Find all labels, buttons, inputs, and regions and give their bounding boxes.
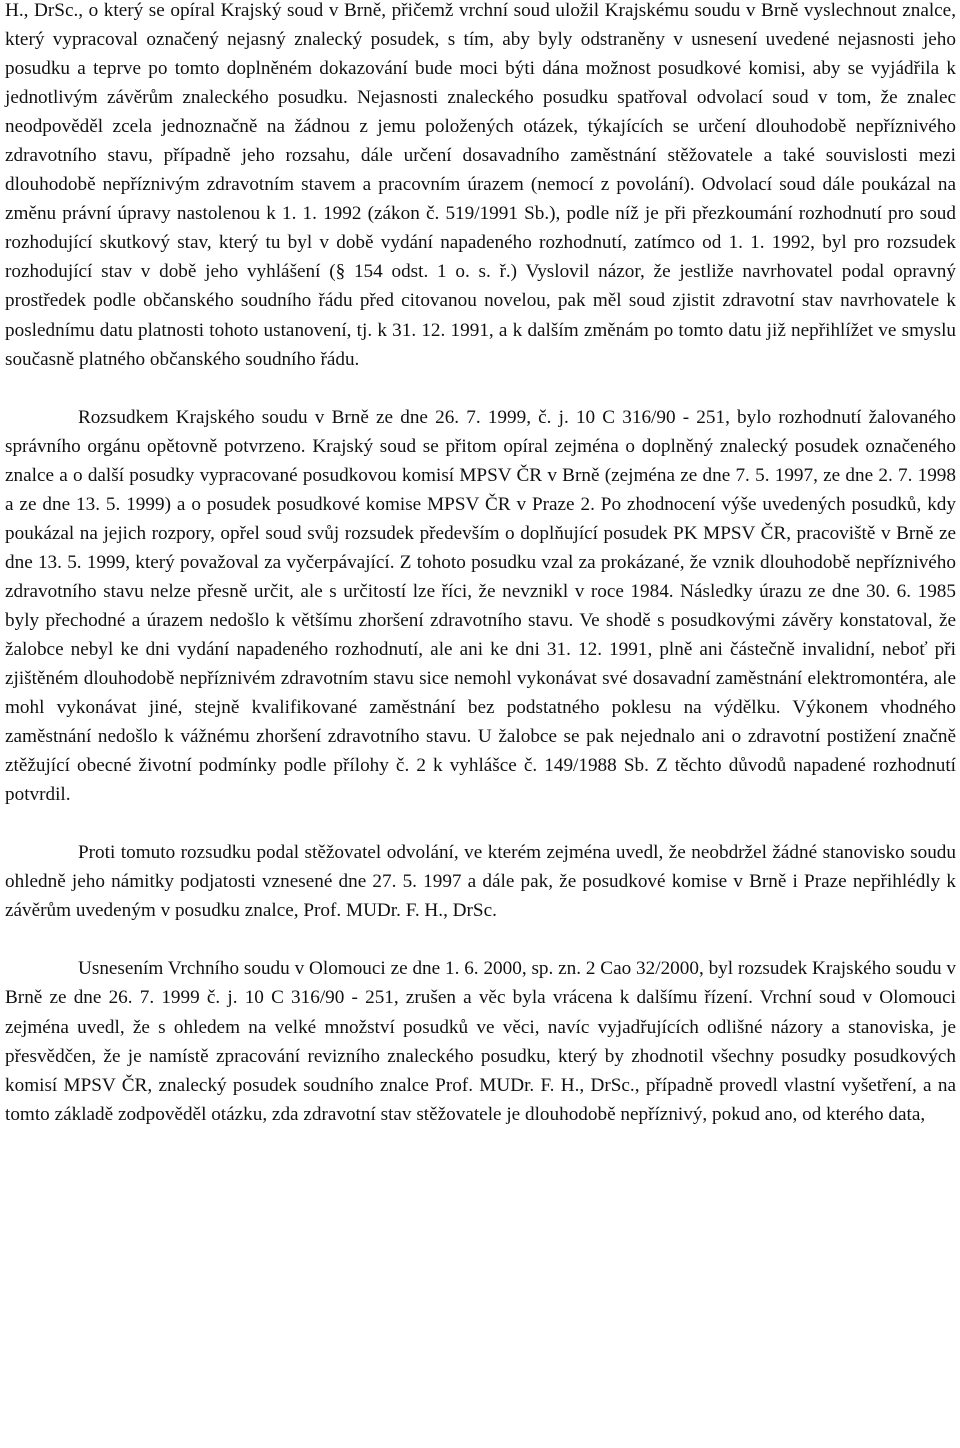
paragraph-regional-court-judgment: Rozsudkem Krajského soudu v Brně ze dne 26. 7. 1999, č. j. 10 C 316/90 - 251, bylo rozhodnutí žalovaného správního orgánu opětovně potvrzeno. Krajský soud se přitom opíral zejména o doplněný znalecký posudek označeného znalce a o další posudky vypracované posudkovou komisí MPSV ČR v Brně (zejména ze dne 7. 5. 1997, ze dne 2. 7. 1998 a ze dne 13. 5. 1999) a o posudek posudkové komise MPSV ČR v Praze 2. Po zhodnocení výše uvedených posudků, kdy poukázal na jejich rozpory, opřel soud svůj rozsudek především o doplňující posudek PK MPSV ČR, pracoviště v Brně ze dne 13. 5. 1999, který považoval za vyčerpávající. Z tohoto posudku vzal za prokázané, že vznik dlouhodobě nepříznivého zdravotního stavu nelze přesně určit, ale s určitostí lze říci, že nevznikl v roce 1984. Následky úrazu ze dne 30. 6. 1985 byly přechodné a úrazem nedošlo k většímu zhoršení zdravotního stavu. Ve shodě s posudkovými závěry konstatoval, že žalobce nebyl ke dni vydání napadeného rozhodnutí, ale ani ke dni 31. 12. 1991, plně ani částečně invalidní, neboť při zjištěném dlouhodobě nepříznivém zdravotním stavu sice nemohl vykonávat své dosavadní zaměstnání elektromontéra, ale mohl vykonávat jiné, stejně kvalifikované zaměstnání bez podstatného poklesu na výdělku. Výkonem vhodného zaměstnání nedošlo k vážnému zhoršení zdravotního stavu. U žalobce se pak nejednalo ani o zdravotní postižení značně ztěžující obecné životní podmínky podle přílohy č. 2 k vyhlášce č. 149/1988 Sb. Z těchto důvodů napadené rozhodnutí potvrdil. [5,406,956,806]
paragraph-continuation: H., DrSc., o který se opíral Krajský soud v Brně, přičemž vrchní soud uložil Krajskému soudu v Brně vyslechnout znalce, který vypracoval označený nejasný znalecký posudek, s tím, aby byly odstraněny v usnesení uvedené nejasnosti jeho posudku a teprve po tomto doplněném dokazování bude moci býti dána možnost posudkové komisi, aby se vyjádřila k jednotlivým závěrům znaleckého posudku. Nejasnosti znaleckého posudku spatřoval odvolací soud v tom, že znalec neodpověděl zcela jednoznačně na žádnou z jemu položených otázek, týkajících se určení dlouhodobě nepříznivého zdravotního stavu, případně jeho rozsahu, dále určení dosavadního zaměstnání stěžovatele a také souvislosti mezi dlouhodobě nepříznivým zdravotním stavem a pracovním úrazem (nemocí z povolání). Odvolací soud dále poukázal na změnu právní úpravy nastolenou k 1. 1. 1992 (zákon č. 519/1991 Sb.), podle níž je při přezkoumání rozhodnutí pro soud rozhodující skutkový stav, který tu byl v době vydání napadeného rozhodnutí, zatímco od 1. 1. 1992, byl pro rozsudek rozhodující stav v době jeho vyhlášení (§ 154 odst. 1 o. s. ř.) Vyslovil názor, že jestliže navrhovatel podal opravný prostředek podle občanského soudního řádu před citovanou novelou, pak měl soud zjistit zdravotní stav navrhovatele k poslednímu datu platnosti tohoto ustanovení, tj. k 31. 12. 1991, a k dalším změnám po tomto datu již nepřihlížet ve smyslu současně platného občanského soudního řádu. [5,0,956,370]
paragraph-high-court-resolution: Usnesením Vrchního soudu v Olomouci ze dne 1. 6. 2000, sp. zn. 2 Cao 32/2000, byl rozsudek Krajského soudu v Brně ze dne 26. 7. 1999 č. j. 10 C 316/90 - 251, zrušen a věc byla vrácena k dalšímu řízení. Vrchní soud v Olomouci zejména uvedl, že s ohledem na velké množství posudků ve věci, navíc vyjadřujících odlišné názory a stanoviska, je přesvědčen, že je namístě zpracování revizního znaleckého posudku, který by zhodnotil všechny posudky posudkových komisí MPSV ČR, znalecký posudek soudního znalce Prof. MUDr. F. H., DrSc., případně provedl vlastní vyšetření, a na tomto základě zodpověděl otázku, zda zdravotní stav stěžovatele je dlouhodobě nepříznivý, pokud ano, od kterého data, [5,958,956,1125]
paragraph-gap [5,809,956,838]
paragraph-gap [5,925,956,954]
paragraph-gap [5,374,956,403]
paragraph-appeal: Proti tomuto rozsudku podal stěžovatel odvolání, ve kterém zejména uvedl, že neobdržel žádné stanovisko soudu ohledně jeho námitky podjatosti vznesené dne 27. 5. 1997 a dále pak, že posudkové komise v Brně i Praze nepřihlédly k závěrům uvedeným v posudku znalce, Prof. MUDr. F. H., DrSc. [5,842,956,922]
